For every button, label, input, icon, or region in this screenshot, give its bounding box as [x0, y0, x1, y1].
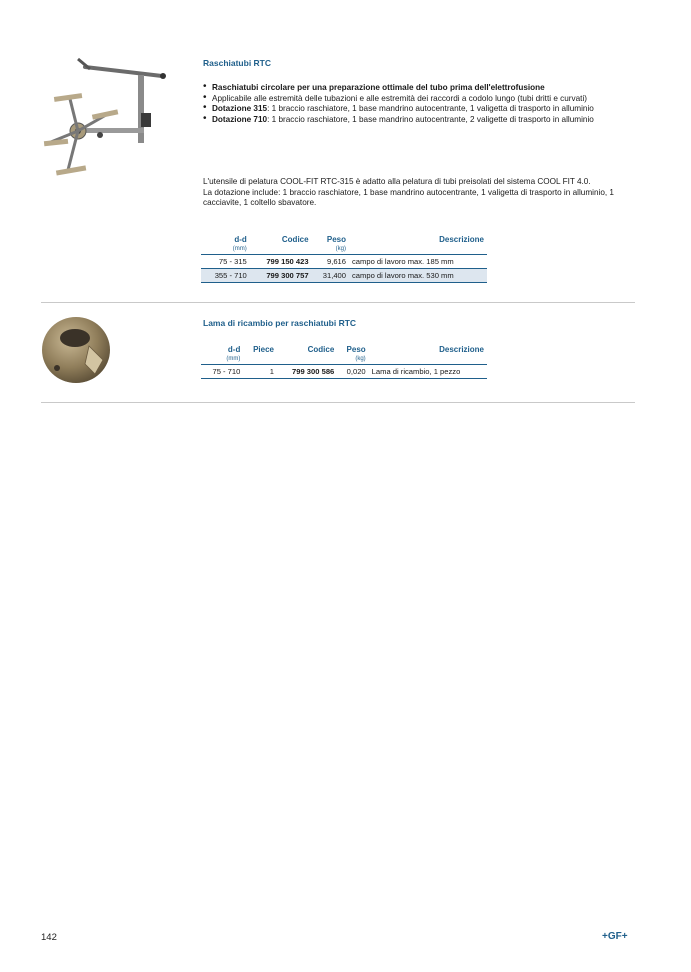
section-title-lama: Lama di ricambio per raschiatubi RTC	[203, 318, 357, 328]
unit-mm: (mm)	[232, 246, 247, 252]
col-descrizione: Descrizione	[439, 345, 484, 354]
unit-mm: (mm)	[226, 356, 241, 362]
gf-logo: +GF+	[602, 931, 628, 942]
blade-spec-table	[201, 345, 487, 379]
table-row: 75 - 315 799 150 423 9,616 campo di lavoro max. 185 mm	[201, 255, 487, 269]
unit-kg: (kg)	[335, 246, 346, 252]
feature-list	[203, 83, 638, 125]
feature-item: • Dotazione 315: 1 braccio raschiatore, 1 base mandrino autocentrante, 1 valigetta di trasporto in alluminio	[203, 104, 638, 115]
col-codice: Codice	[281, 235, 309, 244]
table-row: 355 - 710 799 300 757 31,400 campo di lavoro max. 530 mm	[201, 269, 487, 283]
unit-kg: (kg)	[355, 356, 366, 362]
col-peso: Peso	[346, 345, 366, 354]
table-row: 75 - 710 1 799 300 586 0,020 Lama di ricambio, 1 pezzo	[201, 365, 487, 379]
col-piece: Piece	[253, 345, 274, 354]
feature-item: • Dotazione 710: 1 braccio raschiatore, 1 base mandrino autocentrante, 2 valigette di trasporto in alluminio	[203, 115, 638, 126]
rtc-spec-table	[201, 235, 487, 283]
section-divider	[41, 302, 635, 303]
col-peso: Peso	[326, 235, 346, 244]
col-codice: Codice	[307, 345, 335, 354]
section-title-raschiatubi: Raschiatubi RTC	[203, 58, 272, 68]
feature-item: • Applicabile alle estremità delle tubazioni e alle estremità dei raccordi a codolo lungo (tubi dritti e curvati)	[203, 94, 638, 105]
feature-item: • Raschiatubi circolare per una preparazione ottimale del tubo prima dell'elettrofusione	[203, 83, 638, 94]
description-line-2: La dotazione include: 1 braccio raschiatore, 1 base mandrino autocentrante, 1 valigetta di trasporto in alluminio, 1 cacciavite, 1 coltello sbavatore.	[203, 187, 614, 208]
replacement-blade-image	[41, 316, 111, 384]
page-number: 142	[41, 932, 57, 943]
description-paragraph	[203, 177, 638, 209]
rtc-scraper-image	[40, 55, 170, 180]
col-dd: d-d	[227, 345, 241, 354]
col-descrizione: Descrizione	[439, 235, 484, 244]
col-dd: d-d	[234, 235, 247, 244]
description-line-1: L'utensile di pelatura COOL-FIT RTC-315 è adatto alla pelatura di tubi preisolati del sistema COOL FIT 4.0.	[203, 177, 591, 186]
section-divider	[41, 402, 635, 403]
